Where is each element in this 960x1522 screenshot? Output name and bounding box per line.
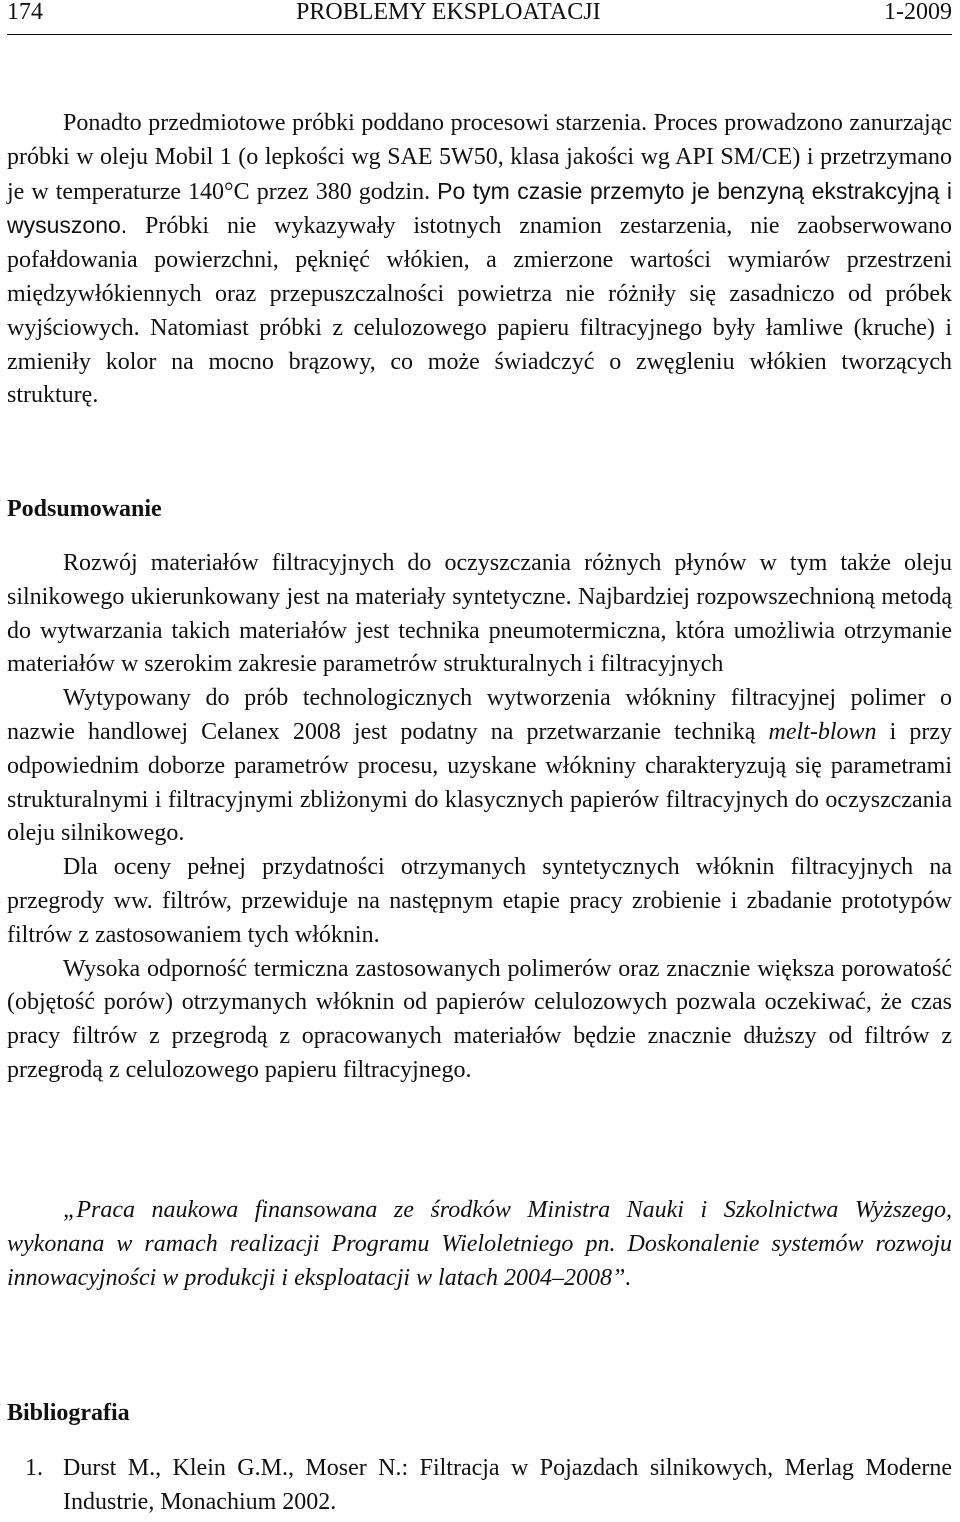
page-number: 174 (7, 0, 43, 25)
acknowledgement-text: „Praca naukowa finansowana ze środków Ministra Nauki i Szkolnictwa Wyższego, wykonana w ramach realizacji Programu Wieloletniego pn. Doskonalenie systemów rozwoju innowacyjności w produkcji i eksploatacji w latach 2004–2008”. (7, 1197, 952, 1291)
sans-sentence: Po tym czasie przemyto je benzyną ekstrakcyjną i wysuszono. (7, 177, 953, 239)
journal-title: PROBLEMY EKSPLOATACJI (296, 0, 601, 25)
section-aging-text (7, 107, 952, 413)
acknowledgement (7, 1194, 952, 1295)
summary-paragraph-2: Wytypowany do prób technologicznych wytworzenia włókniny filtracyjnej polimer o nazwie handlowej Celanex 2008 jest podatny na przetwarzanie techniką melt-blown i przy odpowiednim doborze parametrów procesu, uzyskane włókniny charakteryzują się parametrami strukturalnymi i filtracyjnymi zbliżonymi do klasycznych papierów filtracyjnych do oczyszczania oleju silnikowego. (7, 685, 953, 847)
bibliography-item-number: 1. (25, 1455, 43, 1481)
heading-bibliography: Bibliografia (7, 1400, 130, 1426)
section-summary-text (7, 547, 952, 1088)
issue-number: 1-2009 (884, 0, 952, 25)
bibliography-item (7, 1452, 952, 1520)
running-head (7, 0, 952, 35)
heading-summary: Podsumowanie (7, 496, 162, 522)
bibliography-item-text: Durst M., Klein G.M., Moser N.: Filtracja w Pojazdach silnikowych, Merlag Moderne Industrie, Monachium 2002. (63, 1455, 952, 1515)
italic-term: melt-blown (768, 718, 877, 745)
summary-paragraph-4: Wysoka odporność termiczna zastosowanych polimerów oraz znacznie większa porowatość (objętość porów) otrzymanych włóknin od papierów celulozowych pozwala oczekiwać, że czas pracy filtrów z przegrodą z opracowanych materiałów będzie znacznie dłuższy od filtrów z przegrodą z celulozowego papieru filtracyjnego. (7, 955, 952, 1083)
summary-paragraph-1: Rozwój materiałów filtracyjnych do oczyszczania różnych płynów w tym także oleju silnikowego ukierunkowany jest na materiały syntetyczne. Najbardziej rozpowszechnioną metodą do wytwarzania takich materiałów jest technika pneumotermiczna, która umożliwia otrzymanie materiałów w szerokim zakresie parametrów strukturalnych i filtracyjnych (7, 550, 952, 678)
summary-paragraph-3: Dla oceny pełnej przydatności otrzymanych syntetycznych włóknin filtracyjnych na przegrody ww. filtrów, przewiduje na następnym etapie pracy zrobienie i zbadanie prototypów filtrów z zastosowaniem tych włóknin. (7, 854, 952, 948)
paragraph-aging: Ponadto przedmiotowe próbki poddano procesowi starzenia. Proces prowadzono zanurzając próbki w oleju Mobil 1 (o lepkości wg SAE 5W50, klasa jakości wg API SM/CE) i przetrzymano je w temperaturze 140°C przez 380 godzin. Po tym czasie przemyto je benzyną ekstrakcyjną i wysuszono. Próbki nie wykazywały istotnych znamion zestarzenia, nie zaobserwowano pofałdowania powierzchni, pęknięć włókien, a zmierzone wartości wymiarów przestrzeni międzywłókiennych oraz przepuszczalności powietrza nie różniły się zasadniczo od próbek wyjściowych. Natomiast próbki z celulozowego papieru filtracyjnego były łamliwe (kruche) i zmieniły kolor na mocno brązowy, co może świadczyć o zwęgleniu włókien tworzących strukturę. (7, 110, 953, 409)
